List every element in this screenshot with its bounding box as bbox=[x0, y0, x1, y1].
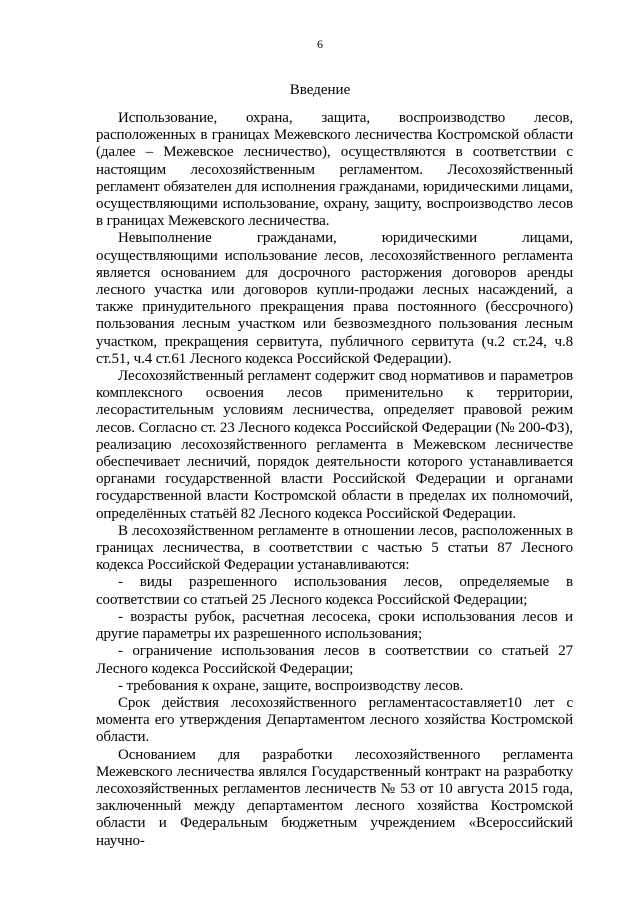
paragraph-basis: Основанием для разработки лесохозяйственного регламента Межевского лесничества являлся Государственный контракт на разработку лесохозяйственных регламентов лесничеств № 53 от 10 августа 2015 года, заключенный между департаментом лесного хозяйства Костромской области и Федеральным бюджетным учреждением «Всероссийский научно- bbox=[96, 746, 573, 849]
list-item: - возрасты рубок, расчетная лесосека, сроки использования лесов и другие параметры их разрешенного использования; bbox=[96, 608, 573, 643]
paragraph-violation: Невыполнение гражданами, юридическими лицами, осуществляющими использование лесов, лесохозяйственного регламента является основанием для досрочного расторжения договоров аренды лесного участка или договоров купли-продажи лесных насаждений, а также принудительного прекращения права постоянного (бессрочного) пользования лесным участком или безвозмездного пользования лесным участком, прекращения сервитута, публичного сервитута (ч.2 ст.24, ч.8 ст.51, ч.4 ст.61 Лесного кодекса Российской Федерации). bbox=[96, 230, 573, 367]
list-item: - ограничение использования лесов в соответствии со статьей 27 Лесного кодекса Российской Федерации; bbox=[96, 643, 573, 677]
paragraph-intro: Использование, охрана, защита, воспроизводство лесов, расположенных в границах Межевского лесничества Костромской области (далее – Межевское лесничество), осуществляются в соответствии с настоящим лесохозяйственным регламентом. Лесохозяйственный регламент обязателен для исполнения гражданами, юридическими лицами, осуществляющими использование, охрану, защиту, воспроизводство лесов в границах Межевского лесничества. bbox=[96, 110, 573, 230]
list-item: - виды разрешенного использования лесов, определяемые в соответствии со статьей 25 Лесного кодекса Российской Федерации; bbox=[96, 574, 573, 608]
list-item: - требования к охране, защите, воспроизводству лесов. bbox=[118, 677, 464, 694]
page-number: 6 bbox=[317, 37, 323, 51]
paragraph-established-items: В лесохозяйственном регламенте в отношении лесов, расположенных в границах лесничества, в соответствии с частью 5 статьи 87 Лесного кодекса Российской Федерации устанавливаются: bbox=[96, 522, 573, 574]
paragraph-validity-term: Срок действия лесохозяйственного регламентасоставляет10 лет с момента его утверждения Департаментом лесного хозяйства Костромской области. bbox=[96, 694, 573, 746]
paragraph-regulation-content: Лесохозяйственный регламент содержит свод нормативов и параметров комплексного освоения лесов применительно к территории, лесорастительным условиям лесничества, определяет правовой режим лесов. Согласно ст. 23 Лесного кодекса Российской Федерации (№ 200-ФЗ), реализацию лесохозяйственного регламента в Межевском лесничестве обеспечивает лесничий, порядок деятельности которого устанавливается органами государственной власти Российской Федерации и органами государственной власти Костромской области в пределах их полномочий, определённых статьёй 82 Лесного кодекса Российской Федерации. bbox=[96, 368, 573, 522]
document-body bbox=[96, 110, 573, 850]
section-heading: Введение bbox=[289, 82, 351, 98]
